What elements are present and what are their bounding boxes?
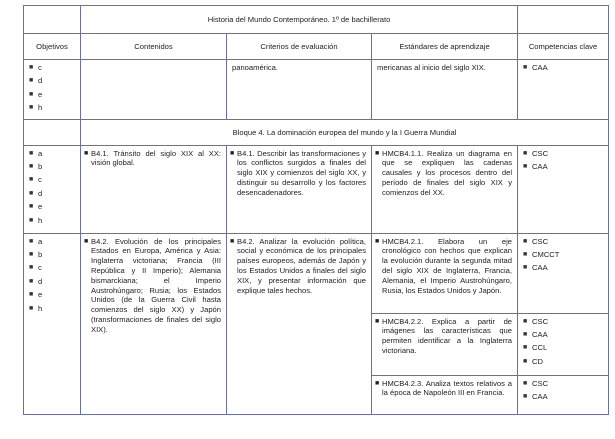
bullet-icon: ■ (523, 392, 528, 400)
objetivos-cell (24, 233, 81, 414)
col-header-estandares: Estándares de aprendizaje (372, 34, 518, 60)
list-item: ■ CSC (523, 236, 549, 246)
bullet-icon: ■ (29, 203, 34, 211)
col-header-objetivos: Objetivos (24, 34, 81, 60)
list-item: ■ CSC (523, 316, 549, 326)
bullet-icon: ■ (375, 149, 380, 157)
table-row-b4-1 (24, 145, 609, 233)
bullet-icon: ■ (523, 149, 528, 157)
bullet-icon: ■ (375, 317, 380, 325)
bullet-icon: ■ (523, 250, 528, 258)
list-item: ■ e (29, 89, 43, 99)
list-item: ■ CSC (523, 148, 549, 158)
bullet-icon: ■ (29, 64, 34, 71)
list-item: ■ e (29, 202, 43, 212)
bullet-icon: ■ (523, 330, 528, 338)
bullet-icon: ■ (230, 149, 235, 157)
table-title: Historia del Mundo Contemporáneo. 1º de bachillerato (81, 6, 518, 34)
bullet-icon: ■ (29, 291, 34, 299)
list-item: ■ c (29, 63, 42, 72)
list-item: ■ h (29, 103, 43, 113)
list-item: ■ CCL (523, 343, 548, 353)
list-item: ■ c (29, 263, 42, 273)
contenidos-cell: ■ B4.2. Evolución de los principales Estados en Europa, América y Asia: Inglaterra victoriana; Francia (III República y II Imperio); Alemania bismarckiana; el Imperio Austrohúngaro; Rusia; los Estados Unidos (de la Guerra Civil hasta comienzos del siglo XX) y Japón (transformaciones de finales del siglo XIX). (81, 233, 227, 414)
contenidos-cell (81, 60, 227, 120)
list-item: ■ b (29, 249, 43, 259)
list-item: ■ h (29, 303, 43, 313)
list-item: ■ h (29, 215, 43, 225)
list-item: ■ a (29, 148, 43, 158)
estandares-cell: ■ HMCB4.2.1. Elabora un eje cronológico con hechos que explican la evolución durante la segunda mitad del siglo XIX de Inglaterra, Francia, Alemania, el Imperio Austrohúngaro, Rusia, los Estados Unidos y Japón. (372, 233, 518, 313)
bullet-icon: ■ (29, 162, 34, 170)
column-header-row (24, 34, 609, 60)
bullet-icon: ■ (84, 149, 89, 157)
criterios-cell: panoamérica. (227, 60, 372, 120)
title-row (24, 6, 609, 34)
bullet-icon: ■ (29, 189, 34, 197)
bullet-icon: ■ (375, 379, 380, 387)
bullet-icon: ■ (29, 304, 34, 312)
list-item: ■ CAA (523, 161, 548, 171)
criterios-cell: ■ B4.1. Describir las transformaciones y los conflictos surgidos a finales del siglo XIX y comienzos del siglo XX, y distinguir su desarrollo y los factores desencadenadores. (227, 145, 372, 233)
bullet-icon: ■ (29, 250, 34, 258)
bullet-icon: ■ (29, 176, 34, 184)
col-header-contenidos: Contenidos (81, 34, 227, 60)
list-item: ■ CAA (523, 329, 548, 339)
bullet-icon: ■ (84, 237, 89, 245)
section-header-row (24, 119, 609, 145)
curriculum-table (23, 5, 609, 415)
estandares-cell: mericanas al inicio del siglo XIX. (372, 60, 518, 120)
bullet-icon: ■ (523, 64, 528, 71)
bullet-icon: ■ (375, 237, 380, 245)
competencias-cell (518, 233, 609, 313)
list-item: ■ a (29, 236, 43, 246)
competencias-cell (518, 313, 609, 375)
estandares-cell: ■ HMCB4.1.1. Realiza un diagrama en que se expliquen las cadenas causales y los procesos dentro del período de finales del siglo XIX y comienzos del XX. (372, 145, 518, 233)
bullet-icon: ■ (29, 104, 34, 112)
list-item: ■ CAA (523, 263, 548, 273)
list-item: ■ d (29, 76, 43, 86)
bullet-icon: ■ (29, 77, 34, 85)
col-header-criterios: Criterios de evaluación (227, 34, 372, 60)
list-item: ■ c (29, 175, 42, 185)
contenidos-cell: ■ B4.1. Tránsito del siglo XIX al XX: visión global. (81, 145, 227, 233)
list-item: ■ CAA (523, 391, 548, 401)
bullet-icon: ■ (523, 379, 528, 387)
list-item: ■ d (29, 188, 43, 198)
section-spacer-cell (24, 119, 81, 145)
bullet-icon: ■ (523, 264, 528, 272)
list-item: ■ b (29, 161, 43, 171)
bullet-icon: ■ (29, 264, 34, 272)
bullet-icon: ■ (29, 90, 34, 98)
bullet-icon: ■ (230, 237, 235, 245)
col-header-competencias: Competencias clave (518, 34, 609, 60)
objetivos-cell (24, 60, 81, 120)
list-item: ■ CAA (523, 63, 548, 72)
estandares-cell: ■ HMCB4.2.3. Analiza textos relativos a la época de Napoleón III en Francia. (372, 375, 518, 414)
list-item: ■ CSC (523, 378, 549, 388)
bullet-icon: ■ (523, 317, 528, 325)
bullet-icon: ■ (523, 237, 528, 245)
bullet-icon: ■ (29, 216, 34, 224)
competencias-cell (518, 60, 609, 120)
list-item: ■ e (29, 290, 43, 300)
section-title: Bloque 4. La dominación europea del mundo y la I Guerra Mundial (81, 119, 609, 145)
list-item: ■ CD (523, 356, 543, 366)
bullet-icon: ■ (523, 162, 528, 170)
bullet-icon: ■ (523, 357, 528, 365)
objetivos-cell (24, 145, 81, 233)
competencias-cell (518, 145, 609, 233)
table-row-continuation (24, 60, 609, 120)
bullet-icon: ■ (29, 237, 34, 245)
title-spacer-cell (24, 6, 81, 34)
bullet-icon: ■ (523, 344, 528, 352)
bullet-icon: ■ (29, 149, 34, 157)
estandares-cell: ■ HMCB4.2.2. Explica a partir de imágenes las características que permiten identificar a la Inglaterra victoriana. (372, 313, 518, 375)
table-row-b4-2a (24, 233, 609, 313)
competencias-cell (518, 375, 609, 414)
list-item: ■ d (29, 276, 43, 286)
title-empty-cell (518, 6, 609, 34)
list-item: ■ CMCCT (523, 249, 560, 259)
bullet-icon: ■ (29, 277, 34, 285)
criterios-cell: ■ B4.2. Analizar la evolución política, social y económica de los principales países europeos, además de Japón y los Estados Unidos a finales del siglo XIX, y presentar información que explique tales hechos. (227, 233, 372, 414)
